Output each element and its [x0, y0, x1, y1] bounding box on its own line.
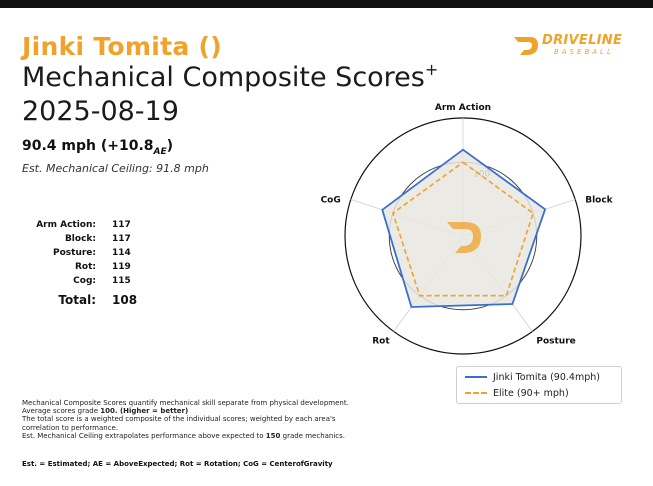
velocity-sub: AE [153, 146, 167, 157]
score-value: 117 [112, 234, 131, 244]
legend-label-elite: Elite (90+ mph) [493, 387, 569, 399]
driveline-logo-icon [512, 34, 540, 58]
score-row [22, 274, 137, 288]
page-title [22, 62, 438, 93]
title-mark: + [424, 60, 439, 79]
score-row [22, 246, 137, 260]
legend-item-elite [465, 386, 569, 400]
footnote-text: Average scores grade [22, 407, 101, 416]
mechanical-ceiling: Est. Mechanical Ceiling: 91.8 mph [22, 162, 209, 175]
footnote-text: grade mechanics. [280, 431, 346, 440]
total-value: 108 [112, 293, 138, 307]
logo-brand: DRIVELINE [542, 33, 623, 48]
velocity-close: ) [166, 138, 174, 154]
score-row [22, 260, 137, 274]
total-label: Total: [58, 293, 96, 307]
legend-swatch-elite [465, 392, 487, 394]
chart-legend [456, 366, 622, 404]
score-label: Rot: [74, 262, 96, 272]
driveline-logo [512, 33, 630, 59]
total-row [22, 288, 137, 308]
score-label: Posture: [53, 248, 96, 258]
velocity-main: 90.4 mph (+10.8 [22, 138, 154, 154]
score-label: Arm Action: [36, 220, 96, 230]
footnote-line: Mechanical Composite Scores quantify mechanical skill separate from physical development. [22, 399, 349, 407]
report-date: 2025-08-19 [22, 96, 179, 127]
abbreviations: Est. = Estimated; AE = AboveExpected; Rot = Rotation; CoG = CenterofGravity [22, 460, 333, 468]
logo-sub: BASEBALL [554, 48, 614, 56]
score-value: 117 [112, 220, 131, 230]
score-label: Cog: [73, 276, 96, 286]
footnote-bold: 150 [265, 431, 281, 440]
radar-axis-label: Block [585, 195, 613, 206]
footnote-text: Est. Mechanical Ceiling extrapolates performance above expected to [22, 431, 266, 440]
radar-axis-label: Posture [536, 336, 576, 347]
footnote-line [22, 432, 442, 440]
score-label: Block: [64, 234, 96, 244]
score-value: 114 [112, 248, 131, 258]
score-value: 119 [112, 262, 131, 272]
footnote-line: correlation to performance. [22, 423, 119, 432]
player-name: Jinki Tomita () [22, 32, 222, 61]
legend-item-player [465, 370, 600, 384]
radar-axis-label: Arm Action [434, 103, 492, 113]
footnote-line: The total score is a weighted composite of the individual scores; weighted by each area's [22, 415, 336, 424]
radar-chart [318, 100, 618, 362]
title-text: Mechanical Composite Scores [22, 62, 425, 93]
velocity-line [22, 138, 173, 157]
footnote-bold: 100. (Higher = better) [100, 407, 189, 416]
radar-chart-svg [318, 100, 618, 362]
scores-table [22, 218, 137, 308]
score-row [22, 218, 137, 232]
top-bar [0, 0, 653, 8]
score-row [22, 232, 137, 246]
legend-swatch-player [465, 376, 487, 378]
legend-label-player: Jinki Tomita (90.4mph) [493, 371, 600, 383]
radar-axis-label: Rot [372, 336, 390, 347]
footnote-line [22, 407, 442, 415]
footnote [22, 399, 442, 440]
radar-axis-label: CoG [320, 195, 341, 206]
score-value: 115 [112, 276, 131, 286]
